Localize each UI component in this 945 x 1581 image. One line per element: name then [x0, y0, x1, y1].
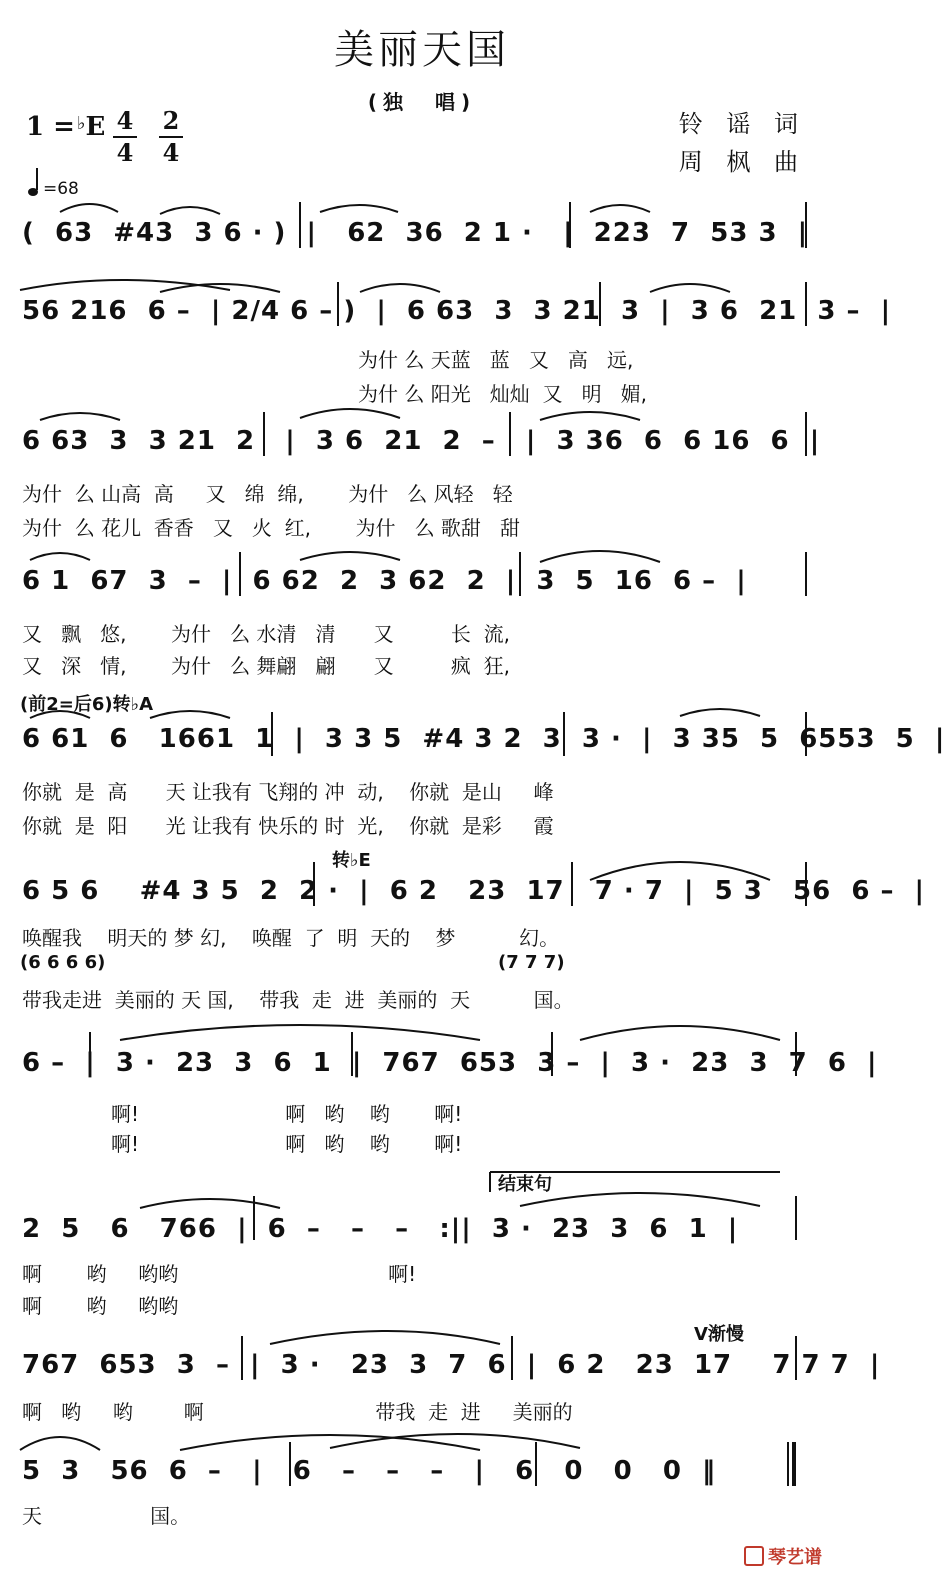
key-prefix: 1 =: [26, 112, 75, 142]
meter-bottom: 4: [162, 138, 180, 167]
notation-line-4: 6 1 67 3 – | 6 62 2 3 62 2 | 3 5 16 6 – |: [22, 566, 747, 596]
alternate-notes-1: (6 6 6 6): [20, 952, 106, 973]
notation-line-6: 6 5 6 #4 3 5 2 2 · | 6 2 23 17 7 · 7 | 5 3 56 6 – |: [22, 876, 926, 906]
notation-line-10: 5 3 56 6 – | 6 – – – | 6 0 0 0 ‖: [22, 1456, 717, 1486]
lyric-line-3b: 为什 么 花儿 香香 又 火 红, 为什 么 歌甜 甜: [22, 516, 521, 540]
lyric-line-5a: 你就 是 高 天 让我有 飞翔的 冲 动, 你就 是山 峰: [22, 780, 554, 804]
lyric-line-2b: 为什 么 阳光 灿灿 又 明 媚,: [358, 382, 648, 406]
ritardando-mark: V渐慢: [694, 1324, 744, 1345]
site-watermark: [744, 1543, 822, 1569]
slur-mark: [590, 205, 650, 212]
tempo-value: =68: [43, 179, 79, 199]
meter-bottom: 4: [116, 138, 134, 167]
slur-mark: [540, 551, 660, 562]
slur-mark: [160, 207, 220, 214]
notation-line-7: 6 – | 3 · 23 3 6 1 | 767 653 3 – | 3 · 23 3 7 6 |: [22, 1048, 878, 1078]
lyric-line-2a: 为什 么 天蓝 蓝 又 高 远,: [358, 348, 634, 372]
watermark-text: 琴艺谱: [768, 1547, 822, 1568]
slur-mark: [520, 1193, 760, 1206]
slur-mark: [590, 862, 770, 880]
slur-mark: [680, 709, 760, 716]
lyric-line-6b: 带我走进 美丽的 天 国, 带我 走 进 美丽的 天 国。: [22, 988, 574, 1012]
notation-line-2: 56 216 6 – | 2/4 6 – ) | 6 63 3 3 21 3 | 3 6 21 3 – |: [22, 296, 892, 326]
lyric-line-8a: 啊 哟 哟哟 啊!: [22, 1262, 417, 1286]
ending-label: 结束句: [498, 1174, 552, 1195]
key-note: E: [85, 112, 106, 142]
flat-sign: ♭: [76, 113, 86, 134]
slur-mark: [580, 1026, 780, 1040]
notation-line-8: 2 5 6 766 | 6 – – – :|| 3 · 23 3 6 1 |: [22, 1214, 739, 1244]
slur-mark: [30, 553, 90, 560]
lyricist-credit: 铃 谣 词: [678, 110, 806, 138]
slur-mark: [120, 1025, 480, 1040]
slur-mark: [540, 412, 640, 420]
meter-top: 4: [116, 106, 134, 135]
notation-line-1: ( 63 #43 3 6 · ) | 62 36 2 1 · | 223 7 53 3 |: [22, 218, 809, 248]
slur-mark: [20, 1437, 100, 1450]
lyric-line-3a: 为什 么 山高 高 又 绵 绵, 为什 么 风轻 轻: [22, 482, 513, 506]
lyric-line-4a: 又 飘 悠, 为什 么 水清 清 又 长 流,: [22, 622, 510, 646]
slur-mark: [40, 413, 120, 420]
slur-mark: [60, 204, 118, 212]
song-title: 美丽天国: [334, 27, 510, 73]
lyric-line-5b: 你就 是 阳 光 让我有 快乐的 时 光, 你就 是彩 霞: [22, 814, 554, 838]
alternate-notes-2: (7 7 7): [498, 952, 565, 973]
notation-line-5: 6 61 6 1661 1 | 3 3 5 #4 3 2 3 3 · | 3 35 5 6553 5 |: [22, 724, 945, 754]
lyric-line-9a: 啊 哟 哟 啊 带我 走 进 美丽的: [22, 1400, 573, 1424]
lyric-line-6a: 唤醒我 明天的 梦 幻, 唤醒 了 明 天的 梦 幻。: [22, 926, 560, 950]
slur-mark: [30, 711, 90, 718]
lyric-line-7b: 啊! 啊 哟 哟 啊!: [22, 1132, 463, 1156]
slur-mark: [300, 409, 400, 418]
slur-mark: [360, 284, 440, 292]
lyric-line-4b: 又 深 情, 为什 么 舞翩 翩 又 疯 狂,: [22, 654, 510, 678]
slur-mark: [150, 711, 230, 718]
modulation-note-1: (前2=后6)转♭A: [20, 694, 154, 715]
slur-mark: [300, 552, 400, 560]
slur-mark: [320, 205, 398, 212]
lyric-line-8b: 啊 哟 哟哟: [22, 1294, 179, 1318]
lyric-line-7a: 啊! 啊 哟 哟 啊!: [22, 1102, 463, 1126]
performance-type: (独 唱): [367, 90, 477, 114]
slur-mark: [650, 284, 730, 292]
composer-credit: 周 枫 曲: [678, 148, 806, 176]
logo-icon: [744, 1546, 764, 1566]
slur-mark: [270, 1331, 500, 1344]
notation-line-9: 767 653 3 – | 3 · 23 3 7 6 | 6 2 23 17 7 7 7 |: [22, 1350, 881, 1380]
modulation-note-2: 转♭E: [332, 850, 371, 871]
notation-line-3: 6 63 3 3 21 2 | 3 6 21 2 – | 3 36 6 6 16 6 |: [22, 426, 821, 456]
lyric-line-10a: 天 国。: [22, 1504, 191, 1528]
slur-mark: [140, 1199, 280, 1208]
meter-top: 2: [162, 106, 180, 135]
